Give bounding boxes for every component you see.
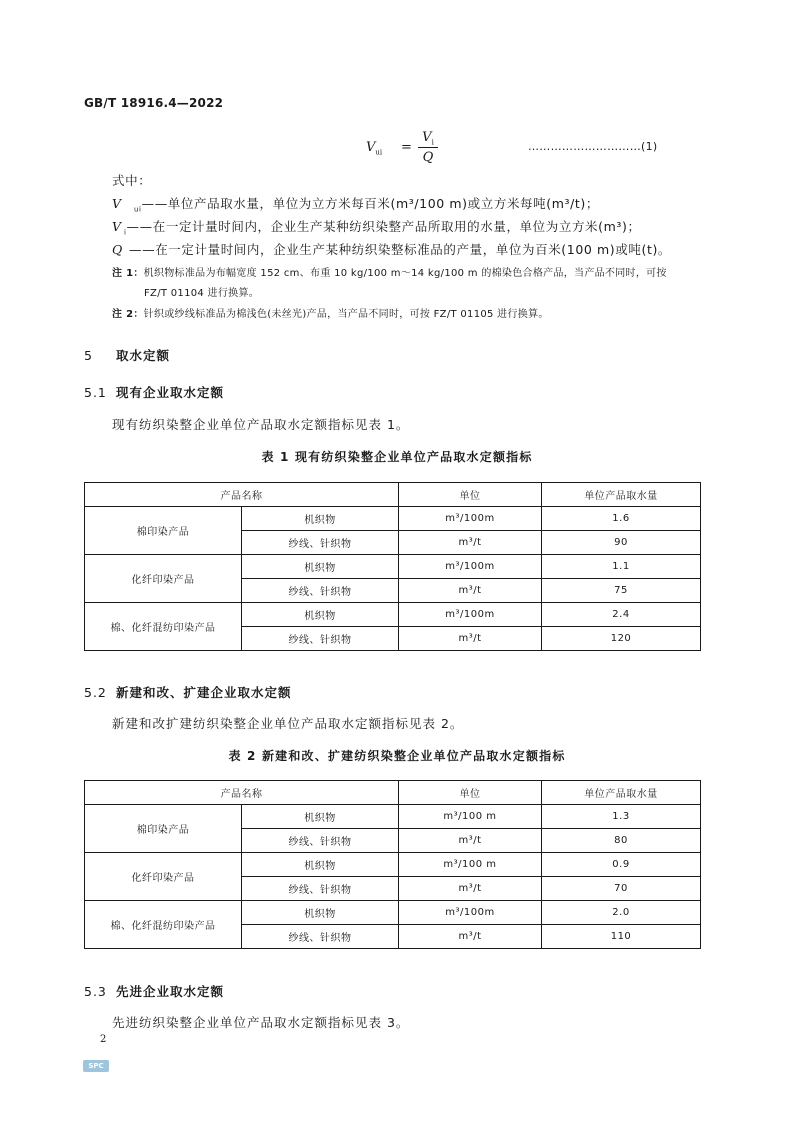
table-row <box>85 603 701 627</box>
table-row <box>85 853 701 877</box>
value-cell: 120 <box>542 627 701 651</box>
product-group: 化纤印染产品 <box>85 555 242 603</box>
value-cell: 2.4 <box>542 603 701 627</box>
product-subtype: 纱线、针织物 <box>242 531 399 555</box>
standard-number: GB/T 18916.4—2022 <box>84 96 224 110</box>
product-subtype: 机织物 <box>242 603 399 627</box>
section-5-3-heading: 5.3 先进企业取水定额 <box>84 984 225 999</box>
note-1: 注 1：机织物标准品为布幅宽度 152 cm、布重 10 kg/100 m～14 kg/100 m 的棉染色合格产品，当产品不同时，可按 <box>112 268 667 279</box>
value-cell: 0.9 <box>542 853 701 877</box>
product-subtype: 纱线、针织物 <box>242 829 399 853</box>
section-5-3-paragraph: 先进纺织染整企业单位产品取水定额指标见表 3。 <box>112 1015 410 1030</box>
product-subtype: 纱线、针织物 <box>242 579 399 603</box>
product-subtype: 机织物 <box>242 555 399 579</box>
table-header-row <box>85 781 701 805</box>
definition-item: V $_i$——在一定计量时间内，企业生产某种纺织染整产品所取用的水量，单位为立方米(m³)； <box>112 219 641 237</box>
unit-cell: m³/100m <box>399 603 542 627</box>
table-row <box>85 555 701 579</box>
section-5-2-heading: 5.2 新建和改、扩建企业取水定额 <box>84 685 292 700</box>
table-row <box>85 805 701 829</box>
value-cell: 80 <box>542 829 701 853</box>
section-5-1-paragraph: 现有纺织染整企业单位产品取水定额指标见表 1。 <box>112 417 410 432</box>
product-group: 化纤印染产品 <box>85 853 242 901</box>
header-water-intake: 单位产品取水量 <box>542 781 701 805</box>
header-water-intake: 单位产品取水量 <box>542 483 701 507</box>
section-5-2-paragraph: 新建和改扩建纺织染整企业单位产品取水定额指标见表 2。 <box>112 716 464 731</box>
table-row <box>85 507 701 531</box>
section-5-1-heading: 5.1 现有企业取水定额 <box>84 385 225 400</box>
product-group: 棉印染产品 <box>85 805 242 853</box>
header-unit: 单位 <box>399 483 542 507</box>
unit-cell: m³/t <box>399 627 542 651</box>
product-group: 棉、化纤混纺印染产品 <box>85 901 242 949</box>
value-cell: 70 <box>542 877 701 901</box>
value-cell: 90 <box>542 531 701 555</box>
table-header-row <box>85 483 701 507</box>
table-row <box>85 901 701 925</box>
table-2 <box>84 780 701 949</box>
unit-cell: m³/t <box>399 877 542 901</box>
unit-cell: m³/t <box>399 925 542 949</box>
product-subtype: 机织物 <box>242 853 399 877</box>
product-group: 棉、化纤混纺印染产品 <box>85 603 242 651</box>
header-unit: 单位 <box>399 781 542 805</box>
section-5-heading: 5 取水定额 <box>84 348 171 363</box>
unit-cell: m³/t <box>399 579 542 603</box>
formula-fraction <box>418 130 438 165</box>
formula-denominator: Q <box>422 150 434 165</box>
value-cell: 2.0 <box>542 901 701 925</box>
publisher-logo: SPC <box>83 1060 109 1072</box>
value-cell: 1.1 <box>542 555 701 579</box>
product-group: 棉印染产品 <box>85 507 242 555</box>
value-cell: 1.6 <box>542 507 701 531</box>
note-1-cont: FZ/T 01104 进行换算。 <box>144 288 260 299</box>
unit-cell: m³/100m <box>399 507 542 531</box>
page-number: 2 <box>100 1034 107 1045</box>
definition-item: V $_{ui}$——单位产品取水量，单位为立方米每百米(m³/100 m)或立方米每吨(m³/t)； <box>112 196 600 214</box>
formula-numerator: $V_i$ <box>422 130 434 147</box>
product-subtype: 机织物 <box>242 901 399 925</box>
value-cell: 110 <box>542 925 701 949</box>
note-2: 注 2：针织或纱线标准品为棉浅色(未丝光)产品，当产品不同时，可按 FZ/T 01105 进行换算。 <box>112 309 549 320</box>
definition-item: Q ——在一定计量时间内，企业生产某种纺织染整标准品的产量，单位为百米(100 m)或吨(t)。 <box>112 242 672 257</box>
fraction-bar <box>418 147 438 148</box>
value-cell: 1.3 <box>542 805 701 829</box>
product-subtype: 机织物 <box>242 805 399 829</box>
header-product-name: 产品名称 <box>85 781 399 805</box>
product-subtype: 机织物 <box>242 507 399 531</box>
table-1 <box>84 482 701 651</box>
unit-cell: m³/100m <box>399 901 542 925</box>
formula-equals: = <box>401 140 412 155</box>
unit-cell: m³/t <box>399 829 542 853</box>
table-2-caption: 表 2 新建和改、扩建纺织染整企业单位产品取水定额指标 <box>228 749 566 763</box>
unit-cell: m³/100m <box>399 555 542 579</box>
unit-cell: m³/100 m <box>399 805 542 829</box>
formula-lhs: $V_{ui}$ <box>366 140 383 157</box>
definitions-intro: 式中： <box>112 173 152 188</box>
unit-cell: m³/100 m <box>399 853 542 877</box>
table-1-caption: 表 1 现有纺织染整企业单位产品取水定额指标 <box>261 450 533 464</box>
product-subtype: 纱线、针织物 <box>242 627 399 651</box>
value-cell: 75 <box>542 579 701 603</box>
product-subtype: 纱线、针织物 <box>242 925 399 949</box>
header-product-name: 产品名称 <box>85 483 399 507</box>
equation-number: …………………………(1) <box>528 140 658 153</box>
unit-cell: m³/t <box>399 531 542 555</box>
product-subtype: 纱线、针织物 <box>242 877 399 901</box>
